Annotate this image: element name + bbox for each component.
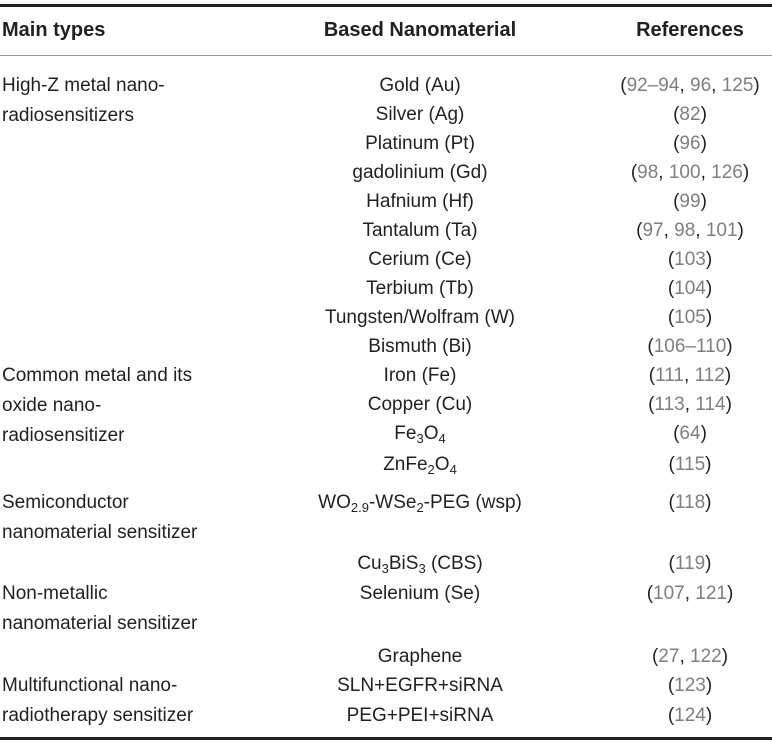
material-cell: Graphene xyxy=(377,646,463,667)
group-line: radiosensitizers xyxy=(2,105,134,126)
material-cell: Hafnium (Hf) xyxy=(366,191,474,212)
ref-link[interactable]: 100 xyxy=(668,162,701,183)
material-cell: Iron (Fe) xyxy=(383,365,457,386)
material-cell: Cerium (Ce) xyxy=(368,249,472,270)
table-row xyxy=(0,216,772,245)
reference-cell: (124) xyxy=(667,705,713,726)
ref-link[interactable]: 125 xyxy=(721,75,754,96)
table-body xyxy=(0,58,772,736)
ref-link[interactable]: 121 xyxy=(695,583,727,604)
ref-link[interactable]: 97 xyxy=(642,220,664,241)
table-row xyxy=(0,361,772,390)
ref-link[interactable]: 114 xyxy=(695,394,726,415)
reference-cell: (105) xyxy=(667,307,713,328)
table-row xyxy=(0,488,772,517)
ref-link[interactable]: 27 xyxy=(658,646,680,667)
reference-cell: (119) xyxy=(668,553,712,574)
ref-link[interactable]: 122 xyxy=(690,646,722,667)
ref-link[interactable]: 111 xyxy=(655,365,685,386)
reference-cell: (111, 112) xyxy=(648,365,732,386)
table-row xyxy=(0,129,772,158)
reference-cell: (106–110) xyxy=(647,336,733,357)
reference-cell: (113, 114) xyxy=(648,394,732,415)
ref-link[interactable]: 113 xyxy=(654,394,685,415)
material-cell: Silver (Ag) xyxy=(375,104,465,125)
ref-link[interactable]: 118 xyxy=(674,492,706,513)
ref-link[interactable]: 106–110 xyxy=(653,336,727,357)
material-cell: SLN+EGFR+siRNA xyxy=(337,675,503,696)
table-row xyxy=(0,390,772,419)
group-line: High-Z metal nano- xyxy=(2,75,165,96)
table-row xyxy=(0,158,772,187)
material-cell: Copper (Cu) xyxy=(367,394,473,415)
reference-cell: (82) xyxy=(673,104,707,125)
reference-cell: (27, 122) xyxy=(651,646,729,667)
reference-cell: (64) xyxy=(673,423,707,444)
ref-link[interactable]: 115 xyxy=(674,454,706,475)
ref-link[interactable]: 96 xyxy=(679,133,701,154)
ref-link[interactable]: 92–94 xyxy=(626,75,680,96)
group-line: Non-metallic xyxy=(2,583,108,604)
reference-cell: (123) xyxy=(667,675,713,696)
table-row xyxy=(0,303,772,332)
table-row xyxy=(0,579,772,608)
ref-link[interactable]: 64 xyxy=(679,423,701,444)
ref-link[interactable]: 105 xyxy=(674,307,706,328)
group-line: Common metal and its xyxy=(2,365,193,386)
ref-link[interactable]: 112 xyxy=(694,365,725,386)
table-row xyxy=(0,419,772,448)
table-row xyxy=(0,450,772,479)
table-row xyxy=(0,100,772,129)
reference-cell: (104) xyxy=(667,278,713,299)
group-line: nanomaterial sensitizer xyxy=(2,613,198,634)
table-row xyxy=(0,274,772,303)
reference-cell: (118) xyxy=(668,492,712,513)
ref-link[interactable]: 123 xyxy=(674,675,706,696)
group-line: oxide nano- xyxy=(2,395,102,416)
ref-link[interactable]: 99 xyxy=(679,191,701,212)
ref-link[interactable]: 104 xyxy=(674,278,706,299)
material-cell: Tungsten/Wolfram (W) xyxy=(324,307,516,328)
material-cell: gadolinium (Gd) xyxy=(352,162,488,183)
ref-link[interactable]: 96 xyxy=(690,75,712,96)
ref-link[interactable]: 98 xyxy=(637,162,659,183)
table-row xyxy=(0,701,772,730)
reference-cell: (92–94, 96, 125) xyxy=(620,75,760,96)
reference-cell: (103) xyxy=(667,249,713,270)
reference-cell: (115) xyxy=(668,454,712,475)
reference-cell: (99) xyxy=(673,191,707,212)
material-cell: Gold (Au) xyxy=(379,75,461,96)
material-cell: Platinum (Pt) xyxy=(365,133,475,154)
ref-link[interactable]: 107 xyxy=(653,583,685,604)
reference-cell: (98, 100, 126) xyxy=(630,162,750,183)
material-cell: Bismuth (Bi) xyxy=(368,336,472,357)
material-cell: Selenium (Se) xyxy=(359,583,481,604)
ref-link[interactable]: 103 xyxy=(674,249,706,270)
ref-link[interactable]: 82 xyxy=(679,104,701,125)
table-row xyxy=(0,332,772,361)
ref-link[interactable]: 126 xyxy=(711,162,743,183)
reference-cell: (96) xyxy=(673,133,707,154)
reference-cell: (107, 121) xyxy=(646,583,734,604)
reference-cell: (97, 98, 101) xyxy=(636,220,744,241)
material-cell: $ZnFe_2O_4$ xyxy=(383,454,457,477)
header-divider xyxy=(0,55,772,56)
table-header xyxy=(0,7,772,55)
material-cell: Tantalum (Ta) xyxy=(362,220,478,241)
material-cell: Terbium (Tb) xyxy=(366,278,474,299)
group-line: radiosensitizer xyxy=(2,425,125,446)
header-based-nanomaterial: Based Nanomaterial xyxy=(323,19,517,41)
table-bottom-rule xyxy=(0,737,772,740)
ref-link[interactable]: 124 xyxy=(674,705,706,726)
header-main-types: Main types xyxy=(2,19,106,41)
table-row xyxy=(0,71,772,100)
group-line: nanomaterial sensitizer xyxy=(2,522,198,543)
group-line: Semiconductor xyxy=(2,492,129,513)
material-cell: $WO_{2.9}-WSe_2$-PEG (wsp) xyxy=(318,492,522,515)
table-row xyxy=(0,549,772,578)
ref-link[interactable]: 98 xyxy=(674,220,696,241)
ref-link[interactable]: 101 xyxy=(705,220,738,241)
table-row xyxy=(0,245,772,274)
material-cell: $Fe_3O_4$ xyxy=(394,423,446,446)
table-row xyxy=(0,671,772,700)
header-references: References xyxy=(636,19,744,41)
material-cell: PEG+PEI+siRNA xyxy=(346,705,494,726)
ref-link[interactable]: 119 xyxy=(674,553,706,574)
material-cell: $Cu_3BiS_3$ (CBS) xyxy=(357,553,483,576)
group-line: Multifunctional nano- xyxy=(2,675,178,696)
table-row xyxy=(0,187,772,216)
table-row xyxy=(0,642,772,671)
group-line: radiotherapy sensitizer xyxy=(2,705,194,726)
